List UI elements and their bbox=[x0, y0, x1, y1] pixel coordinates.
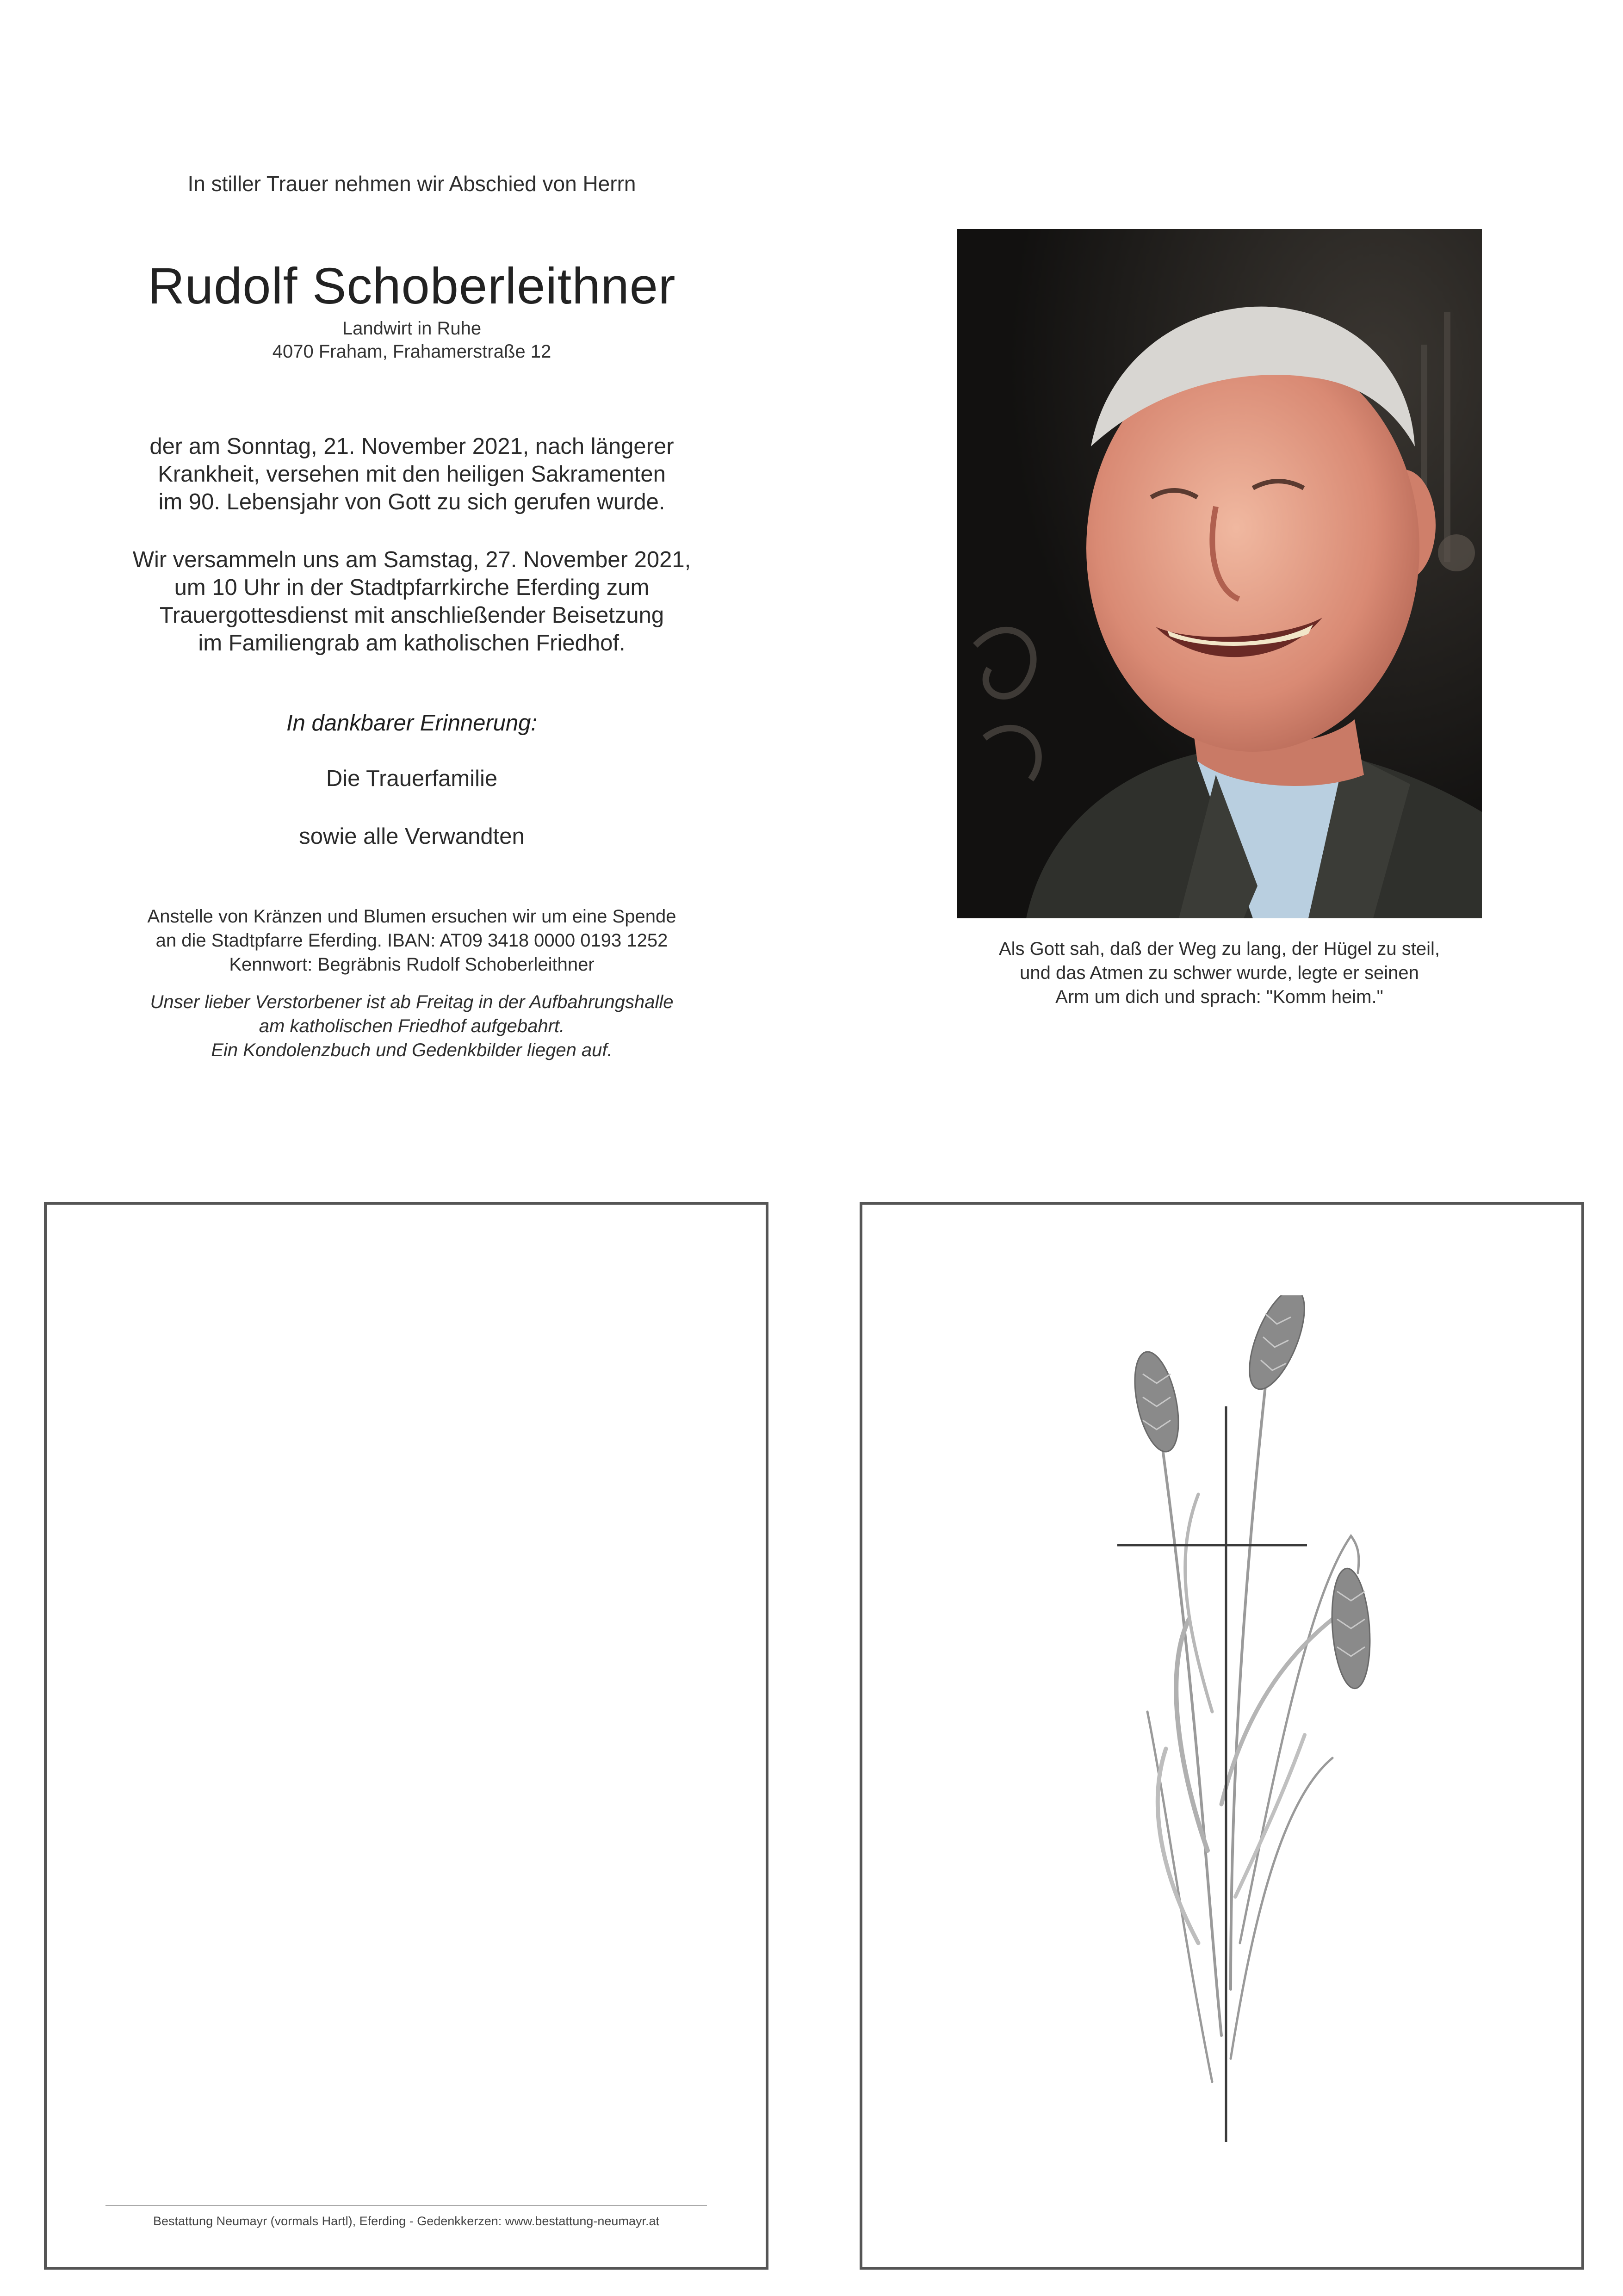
funeral-line: Wir versammeln uns am Samstag, 27. November 2021, bbox=[132, 547, 691, 572]
funeral-paragraph bbox=[83, 546, 740, 657]
death-line: im 90. Lebensjahr von Gott zu sich gerufen wurde. bbox=[158, 489, 665, 514]
cross-with-wheat-icon bbox=[1092, 1295, 1379, 2147]
death-paragraph bbox=[83, 433, 740, 516]
blank-card-panel bbox=[44, 1202, 768, 2270]
footer-divider bbox=[105, 2205, 707, 2206]
donation-note bbox=[83, 904, 740, 977]
portrait-photo bbox=[957, 229, 1482, 918]
viewing-note bbox=[83, 990, 740, 1062]
funeral-line: im Familiengrab am katholischen Friedhof. bbox=[198, 631, 626, 656]
death-line: Krankheit, versehen mit den heiligen Sakramenten bbox=[158, 462, 666, 487]
viewing-line: Ein Kondolenzbuch und Gedenkbilder liegen auf. bbox=[211, 1040, 613, 1060]
intro-line: In stiller Trauer nehmen wir Abschied von Herrn bbox=[187, 172, 636, 196]
funeral-line: um 10 Uhr in der Stadtpfarrkirche Eferding zum bbox=[174, 575, 650, 600]
family-signature: Die Trauerfamilie bbox=[326, 766, 498, 791]
verse-line: Als Gott sah, daß der Weg zu lang, der Hügel zu steil, bbox=[998, 939, 1440, 959]
deceased-title: Landwirt in Ruhe bbox=[342, 318, 482, 339]
donation-line: Anstelle von Kränzen und Blumen ersuchen wir um eine Spende bbox=[147, 906, 676, 927]
memorial-verse bbox=[957, 937, 1482, 1009]
verse-line: Arm um dich und sprach: "Komm heim." bbox=[1055, 987, 1383, 1007]
viewing-line: Unser lieber Verstorbener ist ab Freitag in der Aufbahrungshalle bbox=[150, 992, 674, 1012]
funeral-home-footer: Bestattung Neumayr (vormals Hartl), Eferding - Gedenkkerzen: www.bestattung-neumayr.at bbox=[153, 2214, 659, 2228]
thanks-heading: In dankbarer Erinnerung: bbox=[286, 711, 538, 736]
donation-line: Kennwort: Begräbnis Rudolf Schoberleithner bbox=[229, 954, 595, 975]
death-line: der am Sonntag, 21. November 2021, nach längerer bbox=[149, 434, 674, 459]
funeral-line: Trauergottesdienst mit anschließender Beisetzung bbox=[159, 603, 664, 628]
viewing-line: am katholischen Friedhof aufgebahrt. bbox=[259, 1016, 565, 1036]
relatives-signature: sowie alle Verwandten bbox=[299, 824, 525, 849]
verse-line: und das Atmen zu schwer wurde, legte er seinen bbox=[1020, 963, 1419, 983]
deceased-address: 4070 Fraham, Frahamerstraße 12 bbox=[272, 341, 551, 362]
deceased-name: Rudolf Schoberleithner bbox=[148, 258, 676, 315]
donation-line: an die Stadtpfarre Eferding. IBAN: AT09 3418 0000 0193 1252 bbox=[155, 930, 668, 951]
